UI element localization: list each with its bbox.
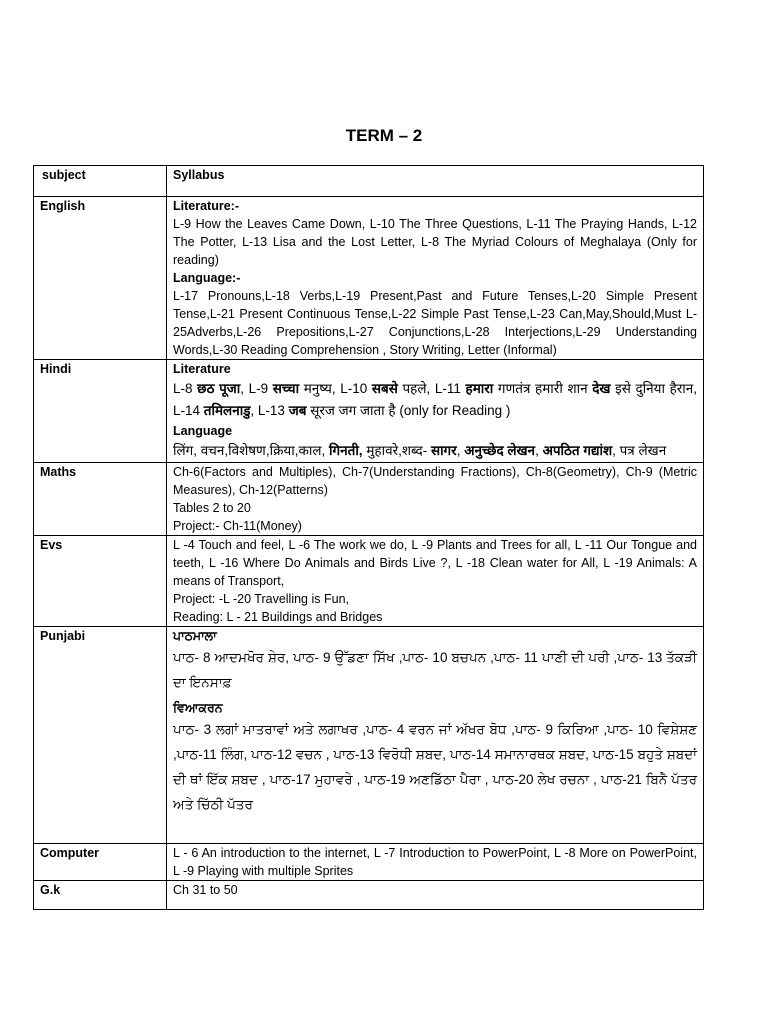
text-run-bold: तमिलनाडु [203, 403, 251, 418]
punjabi-literature-text: ਪਾਠ- 8 ਆਦਮਖੋਰ ਸ਼ੇਰ, ਪਾਠ- 9 ਉੱਡਣਾ ਸਿੱਖ ,ਪਾਠ- 10 ਬਚਪਨ ,ਪਾਠ- 11 ਪਾਣੀ ਦੀ ਪਰੀ ,ਪਾਠ- 13 ਤੱਕੜੀ ਦਾ ਇਨਸਾਫ਼ [173, 650, 697, 690]
english-literature-label: Literature:- [173, 199, 239, 213]
text-run-bold: हमारा [465, 381, 494, 396]
subject-english: English [34, 197, 167, 360]
syllabus-evs [167, 536, 704, 627]
punjabi-grammar-text: ਪਾਠ- 3 ਲਗਾਂ ਮਾਤਰਾਵਾਂ ਅਤੇ ਲਗਾਖਰ ,ਪਾਠ- 4 ਵਰਨ ਜਾਂ ਅੱਖਰ ਬੋਧ ,ਪਾਠ- 9 ਕਿਰਿਆ ,ਪਾਠ- 10 ਵਿਸ਼ੇਸ਼ਣ ,ਪਾਠ-11 ਲਿੰਗ, ਪਾਠ-12 ਵਚਨ , ਪਾਠ-13 ਵਿਰੋਧੀ ਸ਼ਬਦ, ਪਾਠ-14 ਸਮਾਨਾਰਥਕ ਸ਼ਬਦ, ਪਾਠ-15 ਬਹੁਤੇ ਸ਼ਬਦਾਂ ਦੀ ਥਾਂ ਇੱਕ ਸ਼ਬਦ , ਪਾਠ-17 ਮੁਹਾਵਰੇ , ਪਾਠ-19 ਅਣਡਿੱਠਾ ਪੈਰਾ , ਪਾਠ-20 ਲੇਖ ਰਚਨਾ , ਪਾਠ-21 ਬਿਨੈ ਪੱਤਰ ਅਤੇ ਚਿੱਠੀ ਪੱਤਰ [173, 722, 697, 812]
maths-project: Project:- Ch-11(Money) [173, 519, 302, 533]
row-computer [34, 844, 704, 881]
text-run-bold: सबसे [371, 381, 398, 396]
hindi-literature-label: Literature [173, 362, 231, 376]
text-run-bold: अनुच्छेद लेखन [464, 443, 536, 458]
text-run: इसे दुनिया हैरान, L-14 [173, 381, 697, 418]
text-run: पहले, L-11 [397, 381, 466, 396]
text-run-bold: देख [592, 381, 611, 396]
subject-computer: Computer [34, 844, 167, 881]
evs-reading: Reading: L - 21 Buildings and Bridges [173, 610, 383, 624]
text-run-bold: छठ पूजा [197, 381, 241, 396]
evs-project: Project: -L -20 Travelling is Fun, [173, 592, 349, 606]
text-run: लिंग, वचन,विशेषण,क्रिया,काल, [173, 443, 330, 458]
text-run: मुहावरे,शब्द- [362, 443, 431, 458]
subject-maths: Maths [34, 463, 167, 536]
maths-tables: Tables 2 to 20 [173, 501, 251, 515]
text-run: , [456, 443, 465, 458]
hindi-language-label: Language [173, 424, 233, 438]
english-language-label: Language:- [173, 271, 241, 285]
text-run-bold: गिनती, [329, 443, 363, 458]
table-header-row [34, 166, 704, 197]
row-hindi [34, 360, 704, 463]
subject-hindi: Hindi [34, 360, 167, 463]
text-run: सूरज जग जाता है (only for Reading ) [306, 403, 511, 418]
evs-chapters: L -4 Touch and feel, L -6 The work we do, L -9 Plants and Trees for all, L -11 Our Tongue and teeth, L -16 Where Do Animals and Birds Live ?, L -18 Clean water for All, L -19 Animals: A means of Transport, [173, 538, 697, 588]
syllabus-table [33, 165, 704, 910]
syllabus-punjabi [167, 627, 704, 844]
syllabus-gk: Ch 31 to 50 [167, 881, 704, 910]
text-run: L-8 [173, 381, 198, 396]
syllabus-hindi [167, 360, 704, 463]
english-language-text: L-17 Pronouns,L-18 Verbs,L-19 Present,Past and Future Tenses,L-20 Simple Present Tense,L-21 Present Continuous Tense,L-22 Simple Past Tense,L-23 Can,May,Should,Must L-25Adverbs,L-26 Prepositions,L-27 Conjunctions,L-28 Interjections,L-29 Understanding Words,L-30 Reading Comprehension , Story Writing, Letter (Informal) [173, 289, 697, 357]
text-run: , [535, 443, 543, 458]
hindi-literature-text [173, 378, 697, 422]
page-title: TERM – 2 [345, 126, 423, 145]
text-run: , L-13 [250, 403, 289, 418]
row-maths [34, 463, 704, 536]
text-run-bold: अपठित गद्यांश [542, 443, 613, 458]
text-run: मनुष्य, L-10 [299, 381, 372, 396]
english-literature-text: L-9 How the Leaves Came Down, L-10 The Three Questions, L-11 The Praying Hands, L-12 The Potter, L-13 Lisa and the Lost Letter, L-8 The Myriad Colours of Meghalaya (Only for reading) [173, 217, 697, 267]
punjabi-literature-label: ਪਾਠਮਾਲਾ [173, 629, 217, 643]
text-run: , L-9 [240, 381, 273, 396]
row-english [34, 197, 704, 360]
syllabus-computer: L - 6 An introduction to the internet, L -7 Introduction to PowerPoint, L -8 More on PowerPoint, L -9 Playing with multiple Sprites [167, 844, 704, 881]
text-run-bold: सागर [430, 443, 457, 458]
maths-chapters: Ch-6(Factors and Multiples), Ch-7(Understanding Fractions), Ch-8(Geometry), Ch-9 (Metric Measures), Ch-12(Patterns) [173, 465, 697, 497]
punjabi-grammar-label: ਵਿਆਕਰਨ [173, 701, 223, 715]
subject-evs: Evs [34, 536, 167, 627]
text-run-bold: जब [288, 403, 307, 418]
row-evs [34, 536, 704, 627]
text-run-bold: सच्चा [272, 381, 300, 396]
spacer [173, 817, 697, 843]
header-syllabus: Syllabus [167, 166, 704, 197]
syllabus-english [167, 197, 704, 360]
subject-gk: G.k [34, 881, 167, 910]
syllabus-maths [167, 463, 704, 536]
row-punjabi [34, 627, 704, 844]
header-subject: subject [34, 166, 167, 197]
text-run: गणतंत्र हमारी शान [493, 381, 593, 396]
row-gk [34, 881, 704, 910]
hindi-language-text [173, 440, 697, 462]
text-run: , पत्र लेखन [612, 443, 667, 458]
subject-punjabi: Punjabi [34, 627, 167, 844]
